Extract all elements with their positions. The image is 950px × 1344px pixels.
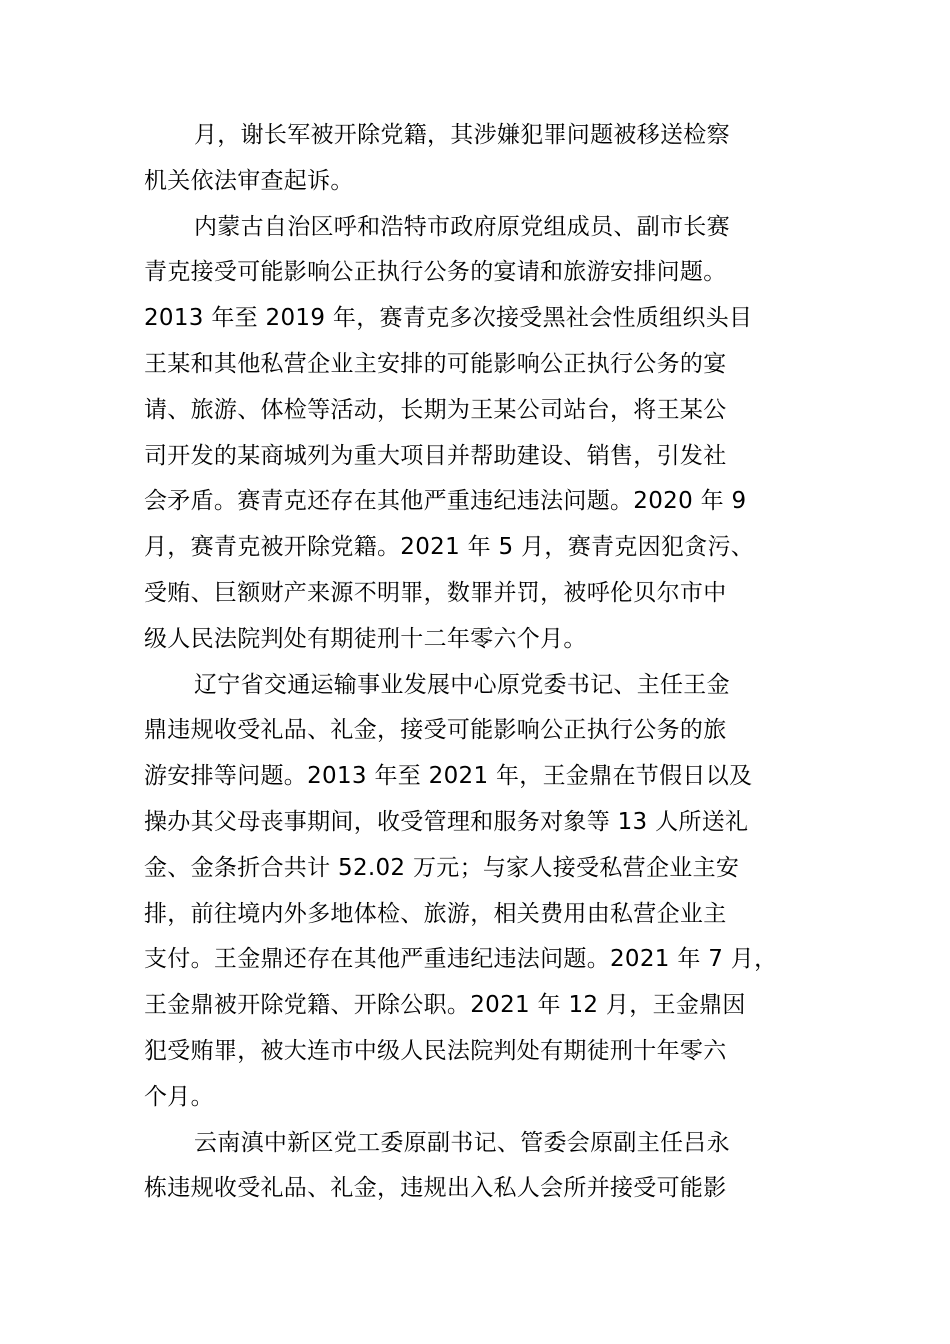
text-line: 司开发的某商城列为重大项目并帮助建设、销售，引发社 — [144, 442, 727, 469]
text-line: 操办其父母丧事期间，收受管理和服务对象等 13 人所送礼 — [144, 808, 749, 835]
text-line: 请、旅游、体检等活动，长期为王某公司站台，将王某公 — [144, 396, 727, 423]
text-line: 青克接受可能影响公正执行公务的宴请和旅游安排问题。 — [144, 259, 727, 286]
text-line: 机关依法审查起诉。 — [144, 167, 354, 194]
text-line: 王金鼎被开除党籍、开除公职。2021 年 12 月，王金鼎因 — [144, 992, 746, 1019]
paragraph-continuation — [144, 113, 806, 205]
text-line: 支付。王金鼎还存在其他严重违纪违法问题。2021 年 7 月， — [144, 946, 778, 973]
text-line: 个月。 — [144, 1083, 214, 1110]
text-line: 会矛盾。赛青克还存在其他严重违纪违法问题。2020 年 9 — [144, 488, 747, 515]
text-line: 金、金条折合共计 52.02 万元；与家人接受私营企业主安 — [144, 854, 740, 881]
text-line: 鼎违规收受礼品、礼金，接受可能影响公正执行公务的旅 — [144, 717, 727, 744]
paragraph-lvyongdong — [144, 1121, 806, 1213]
paragraph-saiqingke — [144, 205, 806, 663]
text-line: 游安排等问题。2013 年至 2021 年，王金鼎在节假日以及 — [144, 763, 753, 790]
text-line: 受贿、巨额财产来源不明罪，数罪并罚，被呼伦贝尔市中 — [144, 579, 727, 606]
text-line: 级人民法院判处有期徒刑十二年零六个月。 — [144, 625, 587, 652]
text-line: 月，谢长军被开除党籍，其涉嫌犯罪问题被移送检察 — [194, 122, 730, 148]
text-line: 王某和其他私营企业主安排的可能影响公正执行公务的宴 — [144, 350, 727, 377]
text-line: 内蒙古自治区呼和浩特市政府原党组成员、副市长赛 — [194, 213, 730, 240]
document-body — [144, 113, 806, 1212]
text-line: 犯受贿罪，被大连市中级人民法院判处有期徒刑十年零六 — [144, 1037, 727, 1064]
text-line: 辽宁省交通运输事业发展中心原党委书记、主任王金 — [194, 671, 730, 698]
text-line: 云南滇中新区党工委原副书记、管委会原副主任吕永 — [194, 1129, 730, 1156]
text-line: 栋违规收受礼品、礼金，违规出入私人会所并接受可能影 — [144, 1175, 727, 1202]
text-line: 排，前往境内外多地体检、旅游，相关费用由私营企业主 — [144, 900, 727, 927]
text-line: 月，赛青克被开除党籍。2021 年 5 月，赛青克因犯贪污、 — [144, 534, 755, 561]
paragraph-wangjinding — [144, 663, 806, 1121]
text-line: 2013 年至 2019 年，赛青克多次接受黑社会性质组织头目 — [144, 305, 753, 332]
